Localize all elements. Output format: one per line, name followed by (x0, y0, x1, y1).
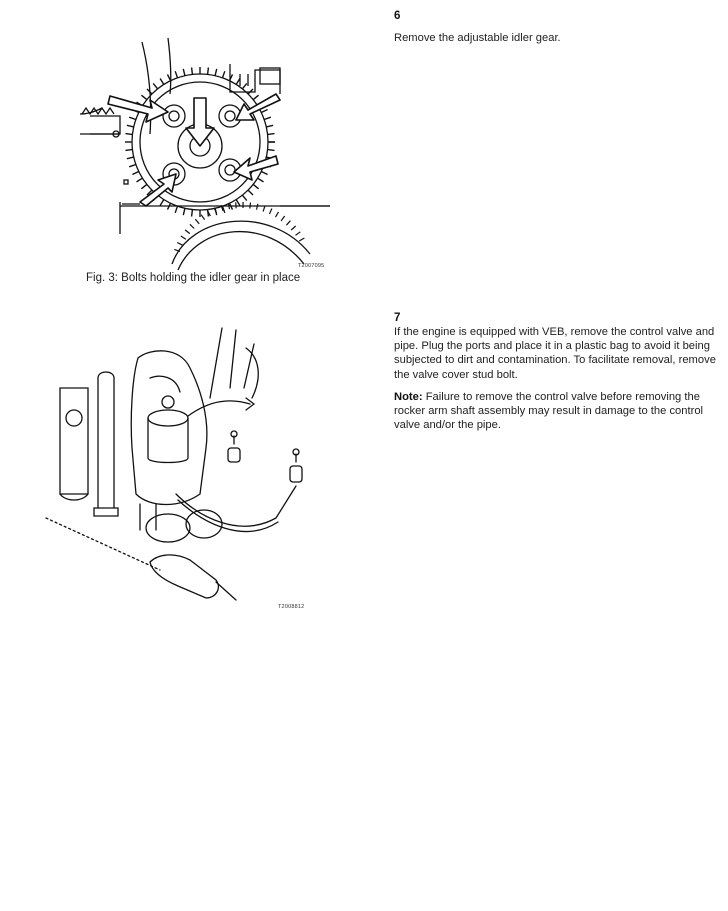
gear-tooth (129, 117, 136, 119)
gear-tooth (268, 134, 275, 135)
gear-tooth (201, 215, 204, 220)
note-text: Failure to remove the control valve before removing the rocker arm shaft assembly may result in damage to the control valve and/or the pipe. (394, 391, 704, 432)
control-valve-illustration (40, 318, 330, 618)
idler-gear-figure (80, 34, 330, 274)
gear-tooth (261, 172, 267, 175)
gear-tooth (127, 125, 134, 127)
gear-tooth (141, 184, 146, 188)
gear-tooth (253, 184, 258, 188)
gear-tooth (183, 69, 185, 76)
gear-tooth (269, 209, 272, 215)
step-note (394, 390, 718, 433)
note-label: Note: (394, 391, 423, 403)
gear-tooth (264, 117, 271, 119)
figure-id-label: T2007095 (298, 263, 325, 269)
gear-tooth (236, 200, 240, 206)
gear-tooth (263, 206, 265, 212)
gear-tooth (253, 95, 258, 99)
gear-tooth (268, 150, 275, 151)
gear-tooth (183, 208, 185, 215)
control-valve-figure (40, 318, 330, 618)
gear-tooth (195, 219, 199, 224)
gear-tooth (242, 195, 246, 200)
figure-id-label: T2008812 (278, 604, 305, 610)
step-instruction: If the engine is equipped with VEB, remove the control valve and pipe. Plug the ports and place it in a plastic bag to avoid it being subjected to dirt and contamination. To facilitate removal, remove the valve cover stud bolt. (394, 326, 716, 381)
gear-tooth (276, 212, 279, 217)
gear-tooth (175, 206, 177, 213)
gear-tooth (236, 79, 240, 85)
gear-tooth (129, 165, 136, 167)
step-number: 7 (394, 312, 401, 324)
gear-tooth (296, 232, 301, 236)
gear-tooth (127, 157, 134, 159)
gear-tooth (291, 226, 296, 230)
idler-gear-illustration (80, 34, 330, 274)
gear-tooth (132, 172, 138, 175)
gear-tooth (153, 83, 157, 88)
gear-tooth (190, 224, 194, 228)
gear-tooth (181, 236, 186, 239)
step-instruction: Remove the adjustable idler gear. (394, 32, 561, 44)
gear-tooth (266, 125, 273, 127)
figure-caption: Fig. 3: Bolts holding the idler gear in place (86, 272, 301, 284)
gear-tooth (160, 200, 164, 206)
gear-tooth (281, 216, 285, 221)
gear-tooth (141, 95, 146, 99)
gear-tooth (126, 150, 133, 151)
gear-tooth (223, 71, 225, 78)
gear-tooth (261, 110, 267, 113)
gear-tooth (242, 83, 246, 88)
gear-tooth (126, 134, 133, 135)
gear-tooth (137, 178, 143, 182)
gear-tooth (160, 79, 164, 85)
gear-tooth (192, 210, 193, 217)
gear-tooth (175, 71, 177, 78)
gear-tooth (258, 178, 264, 182)
gear-tooth (168, 74, 171, 80)
gear-tooth (215, 69, 217, 76)
step-number: 6 (394, 10, 401, 22)
gear-tooth (299, 238, 304, 241)
gear-tooth (236, 202, 237, 208)
gear-tooth (286, 221, 290, 226)
gear-tooth (208, 68, 209, 75)
gear-tooth (257, 204, 258, 210)
gear-tooth (185, 230, 190, 234)
gear-tooth (250, 203, 251, 209)
gear-tooth (177, 243, 182, 246)
gear-tooth (192, 68, 193, 75)
gear-tooth (248, 190, 253, 195)
